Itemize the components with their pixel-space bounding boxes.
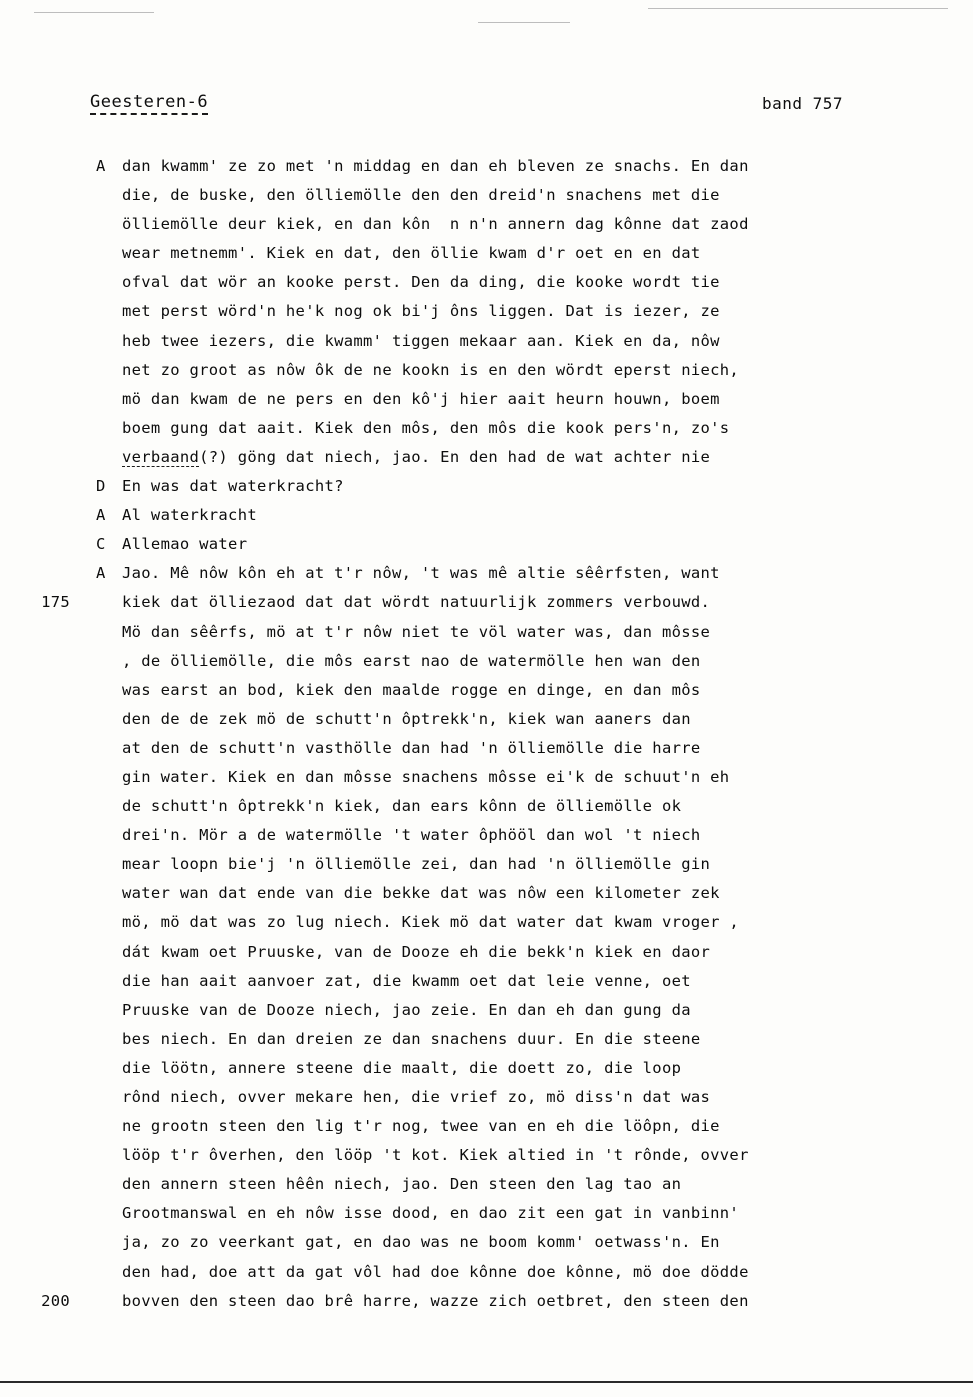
- line-text: at den de schutt'n vasthölle dan had 'n ölliemölle die harre: [122, 738, 701, 757]
- line-text: rônd niech, ovver mekare hen, die vrief zo, mö diss'n dat was: [122, 1088, 711, 1106]
- transcript-line: [96, 414, 946, 443]
- line-text: bes niech. En dan dreien ze dan snachens duur. En die steene: [122, 1029, 701, 1048]
- line-text: kiek dat ölliezaod dat dat wördt natuurlijk zommers verbouwd.: [122, 593, 711, 612]
- transcript-line: [96, 1054, 946, 1083]
- line-text: ne grootn steen den lig t'r nog, twee van en eh die löôpn, die: [122, 1117, 720, 1136]
- transcript-line: [96, 327, 946, 356]
- transcript-line: [96, 647, 946, 676]
- transcript-line: [96, 443, 946, 472]
- line-text: bovven den steen dao brê harre, wazze zich oetbret, den steen den: [122, 1291, 749, 1310]
- line-text: Al waterkracht: [122, 506, 257, 525]
- transcript-line: [96, 734, 946, 763]
- line-text: water wan dat ende van die bekke dat was nôw een kilometer zek: [122, 884, 720, 903]
- line-text: gin water. Kiek en dan môsse snachens môsse ei'k de schuut'n eh: [122, 767, 730, 786]
- line-text: den annern steen hêên niech, jao. Den steen den lag tao an: [122, 1175, 682, 1194]
- transcript-line: [96, 850, 946, 879]
- transcript-line: [96, 181, 946, 210]
- transcript-line: [96, 385, 946, 414]
- line-text: mö dan kwam de ne pers en den kô'j hier aait heurn houwn, boem: [122, 389, 720, 408]
- line-text: Mö dan sêêrfs, mö at t'r nôw niet te völ water was, dan môsse: [122, 622, 711, 641]
- speaker-label: A: [96, 564, 106, 583]
- transcript-line: [96, 1141, 946, 1170]
- line-text: , de ölliemölle, die môs earst nao de watermölle hen wan den: [122, 651, 701, 670]
- transcript-line: [96, 763, 946, 792]
- line-text: de schutt'n ôptrekk'n kiek, dan ears kônn de ölliemölle ok: [122, 797, 682, 816]
- line-text: Grootmanswal en eh nôw isse dood, en dao zit een gat in vanbinn': [122, 1204, 740, 1223]
- line-text: wear metnemm'. Kiek en dat, den öllie kwam d'r oet en en dat: [122, 244, 701, 263]
- page-bottom-rule: [0, 1381, 973, 1383]
- line-text: net zo groot as nôw ôk de ne kookn is en den wördt eperst niech,: [122, 360, 740, 379]
- document-identifier: Geesteren-6: [90, 92, 208, 115]
- line-text: mö, mö dat was zo lug niech. Kiek mö dat water dat kwam vroger ,: [122, 913, 740, 932]
- line-text: die han aait aanvoer zat, die kwamm oet dat leie venne, oet: [122, 971, 691, 990]
- speaker-label: C: [96, 535, 106, 554]
- scan-edge-mark-right: [648, 8, 948, 9]
- transcript-line: [96, 501, 946, 530]
- scan-edge-mark-middle: [478, 22, 570, 23]
- transcript-line: [96, 792, 946, 821]
- line-text: boem gung dat aait. Kiek den môs, den môs die kook pers'n, zo's: [122, 418, 730, 437]
- line-text: die löötn, annere steene die maalt, die doett zo, die loop: [122, 1058, 682, 1077]
- transcript-line: [96, 1025, 946, 1054]
- band-number: band 757: [762, 94, 844, 113]
- line-text: met perst wörd'n he'k nog ok bi'j ôns liggen. Dat is iezer, ze: [122, 302, 720, 321]
- transcript-line: [96, 356, 946, 385]
- transcript-line: [96, 152, 946, 181]
- line-text: ölliemölle deur kiek, en dan kôn n n'n annern dag kônne dat zaod: [122, 215, 749, 234]
- transcript-line: [96, 618, 946, 647]
- transcript-line: [96, 938, 946, 967]
- line-text: lööp t'r ôverhen, den lööp 't kot. Kiek altied in 't rônde, ovver: [122, 1146, 749, 1165]
- transcript-line: [96, 268, 946, 297]
- transcript-line: [96, 210, 946, 239]
- line-text: dan kwamm' ze zo met 'n middag en dan eh bleven ze snachs. En dan: [122, 157, 749, 175]
- transcript-line: [96, 1258, 946, 1287]
- speaker-label: D: [96, 477, 106, 496]
- transcript-line: [96, 1170, 946, 1199]
- transcript-line: [96, 705, 946, 734]
- line-text: drei'n. Mör a de watermölle 't water ôphööl dan wol 't niech: [122, 826, 701, 845]
- transcript-line: [96, 1112, 946, 1141]
- line-text: Allemao water: [122, 535, 248, 554]
- underlined-word: verbaand: [122, 447, 200, 466]
- line-text: En was dat waterkracht?: [122, 477, 344, 496]
- line-text: verbaand(?) göng dat niech, jao. En den had de wat achter nie: [122, 447, 711, 466]
- transcript-line: [41, 588, 946, 617]
- line-text: heb twee iezers, die kwamm' tiggen mekaar aan. Kiek en da, nôw: [122, 331, 720, 350]
- speaker-label: A: [96, 157, 106, 175]
- line-text: den had, doe att da gat vôl had doe kônne doe kônne, mö doe dödde: [122, 1262, 749, 1281]
- transcript-line: [96, 821, 946, 850]
- speaker-label: A: [96, 506, 106, 525]
- transcript-line: [96, 1083, 946, 1112]
- line-text: Pruuske van de Dooze niech, jao zeie. En dan eh dan gung da: [122, 1000, 691, 1019]
- transcript-line: [96, 1228, 946, 1257]
- line-text: was earst an bod, kiek den maalde rogge en dinge, en dan môs: [122, 680, 701, 699]
- transcript-line: [96, 530, 946, 559]
- line-number: 175: [41, 593, 70, 612]
- transcript-line: [96, 996, 946, 1025]
- transcript-body: [41, 152, 946, 1316]
- transcript-line: [96, 559, 946, 588]
- line-text: ofval dat wör an kooke perst. Den da ding, die kooke wordt tie: [122, 273, 720, 292]
- line-text: die, de buske, den ölliemölle den den dreid'n snachens met die: [122, 186, 720, 205]
- transcript-line: [96, 297, 946, 326]
- line-text: den de de zek mö de schutt'n ôptrekk'n, kiek wan aaners dan: [122, 709, 691, 728]
- transcript-line: [96, 1199, 946, 1228]
- scan-edge-mark-left: [34, 12, 154, 13]
- transcript-line: [96, 472, 946, 501]
- transcript-line: [96, 879, 946, 908]
- transcript-line: [96, 239, 946, 268]
- line-number: 200: [41, 1291, 70, 1310]
- transcript-line: [41, 1287, 946, 1316]
- transcript-line: [96, 908, 946, 937]
- line-text: Jao. Mê nôw kôn eh at t'r nôw, 't was mê altie sêêrfsten, want: [122, 564, 720, 583]
- line-text: ja, zo zo veerkant gat, en dao was ne boom komm' oetwass'n. En: [122, 1233, 720, 1252]
- line-text: mear loopn bie'j 'n ölliemölle zei, dan had 'n ölliemölle gin: [122, 855, 711, 874]
- page-header: [0, 92, 973, 120]
- line-text: dát kwam oet Pruuske, van de Dooze eh die bekk'n kiek en daor: [122, 942, 711, 961]
- transcript-line: [96, 676, 946, 705]
- transcript-line: [96, 967, 946, 996]
